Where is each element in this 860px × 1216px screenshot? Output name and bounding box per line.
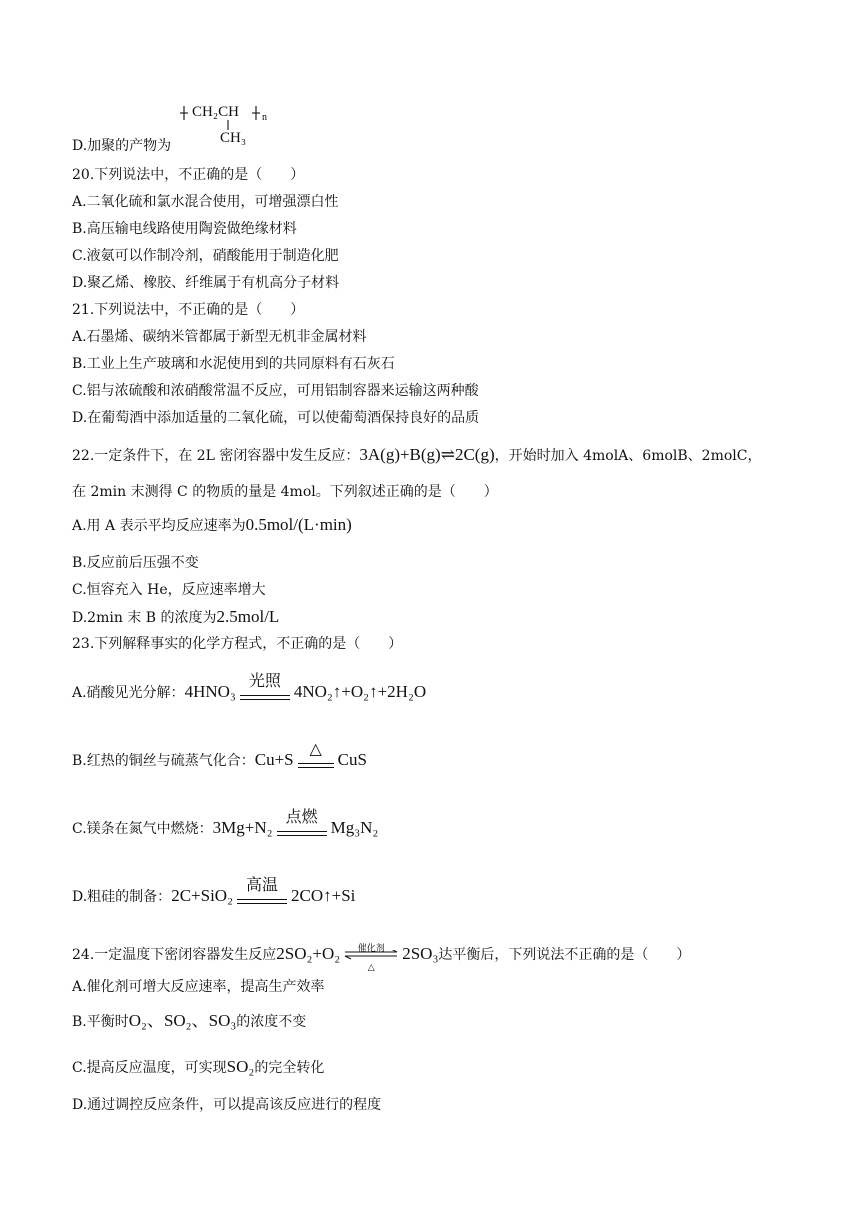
polymer-main-chain: CH₂CH (192, 104, 239, 120)
q21-option-a: A.石墨烯、碳纳米管都属于新型无机非金属材料 (72, 329, 367, 345)
q19-option-d: D.加聚的产物为 (72, 138, 172, 154)
q23-b-equals-arrow (296, 739, 336, 774)
q24-b-pre: B.平衡时 (72, 1014, 129, 1030)
q23-c-left: 3Mg+N₂ (212, 818, 273, 837)
q24-b-species: O₂、SO₂、SO₃ (128, 1011, 237, 1030)
q22-reaction: 3A(g)+B(g)⇌2C(g) (359, 445, 495, 464)
q24-left: 2SO₂+O₂ (276, 944, 341, 963)
q22-option-c: C.恒容充入 He，反应速率增大 (72, 582, 266, 598)
q22-stem-line2: 在 2min 末测得 C 的物质的量是 4mol。下列叙述正确的是（ ） (72, 484, 498, 500)
q23-d-left: 2C+SiO₂ (171, 886, 233, 905)
q24-option-a: A.催化剂可增大反应速率，提高生产效率 (72, 979, 325, 995)
q23-option-c (72, 807, 379, 842)
q24-option-b (72, 1012, 306, 1031)
q22-stem-pre: 22.一定条件下，在 2L 密闭容器中发生反应： (72, 448, 360, 464)
q24-reversible-arrow (342, 942, 400, 973)
q23-b-condition: △ (309, 739, 322, 758)
q23-d-right: 2CO↑+Si (291, 886, 356, 905)
q21-option-c: C.铝与浓硫酸和浓硝酸常温不反应，可用铝制容器来运输这两种酸 (72, 383, 479, 399)
q20-option-a: A.二氧化硫和氯水混合使用，可增强漂白性 (72, 194, 339, 210)
q20-stem: 20.下列说法中，不正确的是（ ） (72, 167, 305, 183)
q24-c-species: SO₂ (226, 1057, 255, 1076)
q23-a-right: 4NO₂↑+O₂↑+2H₂O (293, 682, 427, 701)
q23-c-right: Mg₃N₂ (330, 818, 379, 837)
q24-c-post: 的完全转化 (254, 1060, 325, 1076)
q24-option-c (72, 1058, 324, 1077)
q23-stem: 23.下列解释事实的化学方程式，不正确的是（ ） (72, 636, 403, 652)
q24-option-d: D.通过调控反应条件，可以提高该反应进行的程度 (72, 1097, 382, 1113)
q22-option-a-text: A.用 A 表示平均反应速率为 (72, 518, 246, 534)
q23-a-label: A.硝酸见光分解： (72, 685, 185, 701)
q24-b-post: 的浓度不变 (236, 1014, 307, 1030)
q23-d-condition: 高温 (245, 875, 278, 894)
q24-catalyst-label: 催化剂 (357, 944, 385, 954)
q24-c-pre: C.提高反应温度，可实现 (72, 1060, 227, 1076)
q22-option-b: B.反应前后压强不变 (72, 555, 199, 571)
q22-stem-post: ，开始时加入 4molA、6molB、2molC， (494, 448, 762, 464)
q23-c-equals-arrow (275, 807, 329, 842)
q20-option-c: C.液氨可以作制冷剂，硝酸能用于制造化肥 (72, 248, 339, 264)
q23-a-equals-arrow (238, 671, 292, 706)
q23-c-condition: 点燃 (285, 807, 318, 826)
polymer-subscript-n: n (262, 112, 267, 123)
q22-option-a (72, 516, 352, 535)
q22-option-d (72, 608, 279, 627)
q23-b-label: B.红热的铜丝与硫蒸气化合： (72, 753, 255, 769)
q21-option-b: B.工业上生产玻璃和水泥使用到的共同原料有石灰石 (72, 356, 395, 372)
q20-option-d: D.聚乙烯、橡胶、纤维属于有机高分子材料 (72, 275, 340, 291)
q23-a-left: 4HNO₃ (184, 682, 236, 701)
q23-option-a (72, 671, 427, 706)
q23-a-condition: 光照 (248, 671, 281, 690)
q24-stem-pre: 24.一定温度下密闭容器发生反应 (72, 947, 277, 963)
q24-heat-label: △ (367, 963, 375, 973)
q23-c-label: C.镁条在氮气中燃烧： (72, 821, 213, 837)
q23-b-left: Cu+S (254, 750, 294, 769)
q23-b-right: CuS (337, 750, 367, 769)
q22-option-d-value: 2.5mol/L (216, 607, 280, 626)
q20-option-b: B.高压输电线路使用陶瓷做绝缘材料 (72, 221, 297, 237)
polymer-methyl-branch: CH₃ (220, 130, 247, 146)
q22-option-d-text: D.2min 末 B 的浓度为 (72, 610, 217, 626)
q21-option-d: D.在葡萄酒中添加适量的二氧化硫，可以使葡萄酒保持良好的品质 (72, 410, 480, 426)
polypropylene-structure (176, 100, 286, 150)
q21-stem: 21.下列说法中，不正确的是（ ） (72, 302, 305, 318)
q23-option-d (72, 875, 356, 910)
q23-d-equals-arrow (235, 875, 289, 910)
q24-right: 2SO₃ (402, 944, 439, 963)
q24-stem-post: 达平衡后，下列说法不正确的是（ ） (438, 947, 691, 963)
q22-option-a-value: 0.5mol/(L·min) (245, 515, 352, 534)
q24-stem (72, 942, 691, 973)
q23-option-b (72, 739, 367, 774)
q22-stem-line1 (72, 446, 761, 465)
q23-d-label: D.粗硅的制备： (72, 889, 172, 905)
